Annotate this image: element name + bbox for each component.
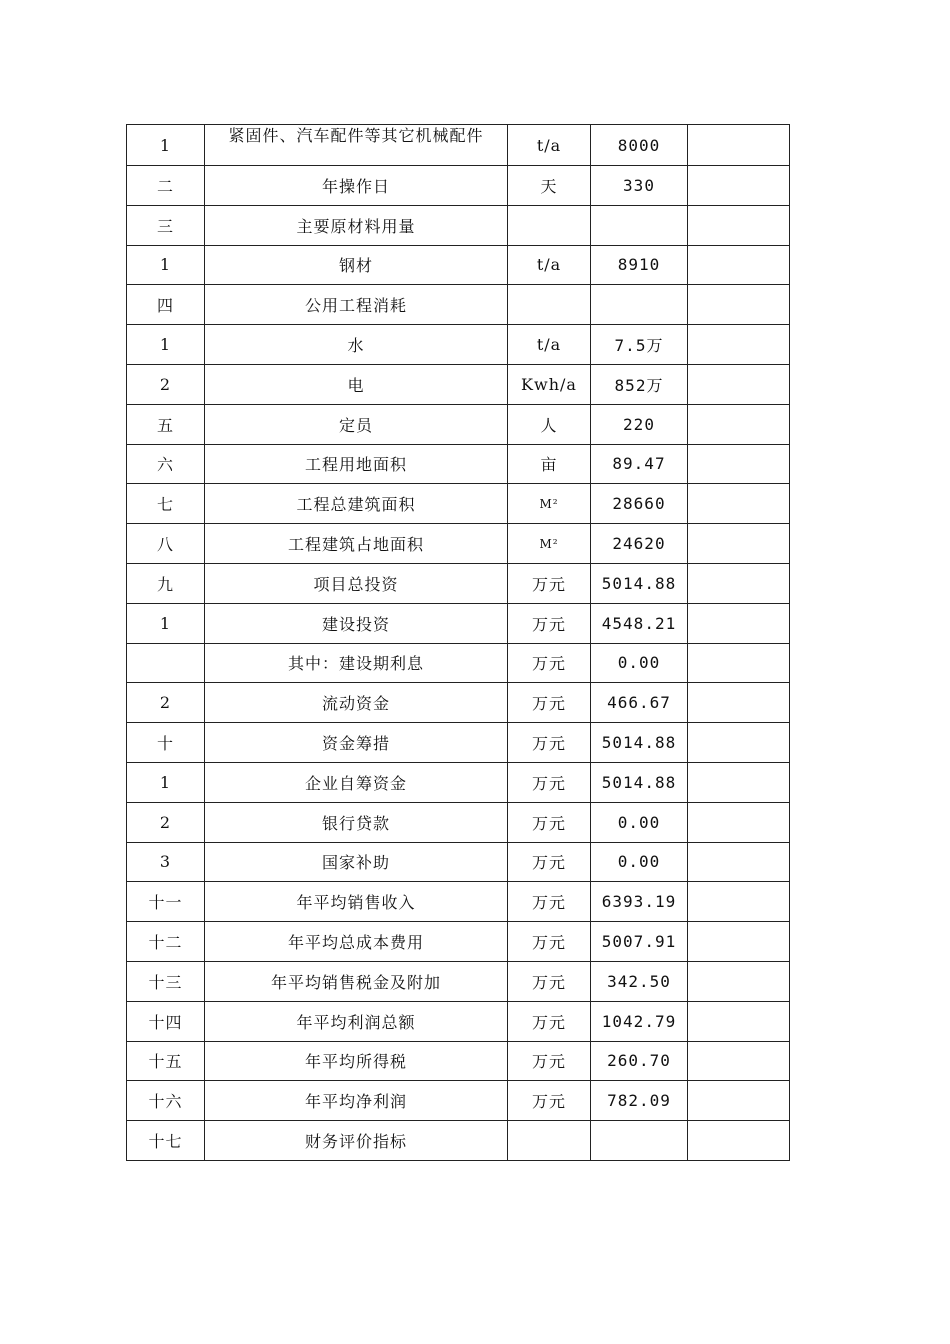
unit xyxy=(508,285,591,325)
item-name: 其中：建设期利息 xyxy=(205,643,508,683)
row-number: 十一 xyxy=(127,882,205,922)
indicator-table xyxy=(126,124,790,1161)
unit: 万元 xyxy=(508,723,591,763)
value: 8000 xyxy=(591,125,688,166)
table-row xyxy=(127,1081,790,1121)
unit: 万元 xyxy=(508,802,591,842)
item-name: 定员 xyxy=(205,404,508,444)
item-name: 流动资金 xyxy=(205,683,508,723)
value xyxy=(591,285,688,325)
row-number: 六 xyxy=(127,444,205,484)
table-row xyxy=(127,762,790,802)
unit: 万元 xyxy=(508,1081,591,1121)
note xyxy=(688,961,790,1001)
value: 7.5万 xyxy=(591,325,688,365)
unit: 万元 xyxy=(508,1041,591,1081)
note xyxy=(688,842,790,882)
value xyxy=(591,205,688,245)
value: 5007.91 xyxy=(591,922,688,962)
table-row xyxy=(127,1041,790,1081)
item-name: 公用工程消耗 xyxy=(205,285,508,325)
note xyxy=(688,1081,790,1121)
value: 260.70 xyxy=(591,1041,688,1081)
value: 330 xyxy=(591,166,688,206)
table-row xyxy=(127,683,790,723)
note xyxy=(688,484,790,524)
table-row xyxy=(127,364,790,404)
value: 24620 xyxy=(591,524,688,564)
table-row xyxy=(127,524,790,564)
item-name: 工程用地面积 xyxy=(205,444,508,484)
value: 6393.19 xyxy=(591,882,688,922)
item-name: 年平均净利润 xyxy=(205,1081,508,1121)
value: 8910 xyxy=(591,245,688,285)
value: 852万 xyxy=(591,364,688,404)
note xyxy=(688,166,790,206)
table-row xyxy=(127,922,790,962)
note xyxy=(688,364,790,404)
unit: 万元 xyxy=(508,882,591,922)
row-number: 2 xyxy=(127,802,205,842)
value: 0.00 xyxy=(591,643,688,683)
row-number: 二 xyxy=(127,166,205,206)
table-row xyxy=(127,1001,790,1041)
row-number: 1 xyxy=(127,245,205,285)
table-row xyxy=(127,205,790,245)
unit: 万元 xyxy=(508,961,591,1001)
row-number: 1 xyxy=(127,603,205,643)
value: 220 xyxy=(591,404,688,444)
item-name: 银行贷款 xyxy=(205,802,508,842)
indicator-table-body xyxy=(127,125,790,1161)
table-row xyxy=(127,603,790,643)
row-number: 八 xyxy=(127,524,205,564)
item-name: 钢材 xyxy=(205,245,508,285)
table-row xyxy=(127,882,790,922)
value: 5014.88 xyxy=(591,723,688,763)
note xyxy=(688,125,790,166)
row-number: 四 xyxy=(127,285,205,325)
note xyxy=(688,325,790,365)
value: 5014.88 xyxy=(591,563,688,603)
note xyxy=(688,444,790,484)
table-row xyxy=(127,325,790,365)
table-row xyxy=(127,404,790,444)
note xyxy=(688,882,790,922)
item-name: 水 xyxy=(205,325,508,365)
note xyxy=(688,1041,790,1081)
value: 0.00 xyxy=(591,842,688,882)
value: 5014.88 xyxy=(591,762,688,802)
item-name: 建设投资 xyxy=(205,603,508,643)
unit xyxy=(508,205,591,245)
unit: 万元 xyxy=(508,1001,591,1041)
table-row xyxy=(127,125,790,166)
row-number: 2 xyxy=(127,683,205,723)
value: 4548.21 xyxy=(591,603,688,643)
note xyxy=(688,1001,790,1041)
row-number: 1 xyxy=(127,325,205,365)
table-row xyxy=(127,166,790,206)
table-row xyxy=(127,484,790,524)
note xyxy=(688,563,790,603)
unit: 万元 xyxy=(508,922,591,962)
row-number: 十四 xyxy=(127,1001,205,1041)
item-name: 工程总建筑面积 xyxy=(205,484,508,524)
table-row xyxy=(127,723,790,763)
value: 466.67 xyxy=(591,683,688,723)
value: 0.00 xyxy=(591,802,688,842)
item-name: 年平均销售收入 xyxy=(205,882,508,922)
item-name: 财务评价指标 xyxy=(205,1121,508,1161)
note xyxy=(688,723,790,763)
row-number: 3 xyxy=(127,842,205,882)
row-number: 七 xyxy=(127,484,205,524)
item-name: 企业自筹资金 xyxy=(205,762,508,802)
table-row xyxy=(127,1121,790,1161)
unit: 万元 xyxy=(508,603,591,643)
note xyxy=(688,1121,790,1161)
item-name-text: 紧固件、汽车配件等其它机械配件 xyxy=(228,126,484,145)
note xyxy=(688,524,790,564)
unit: 人 xyxy=(508,404,591,444)
item-name: 主要原材料用量 xyxy=(205,205,508,245)
value xyxy=(591,1121,688,1161)
item-name: 年平均总成本费用 xyxy=(205,922,508,962)
unit: t/a xyxy=(508,325,591,365)
row-number: 十六 xyxy=(127,1081,205,1121)
row-number: 1 xyxy=(127,125,205,166)
row-number: 十五 xyxy=(127,1041,205,1081)
row-number: 十 xyxy=(127,723,205,763)
table-row xyxy=(127,563,790,603)
unit: t/a xyxy=(508,125,591,166)
row-number: 2 xyxy=(127,364,205,404)
row-number: 十二 xyxy=(127,922,205,962)
unit: 万元 xyxy=(508,762,591,802)
unit xyxy=(508,1121,591,1161)
table-row xyxy=(127,842,790,882)
row-number xyxy=(127,643,205,683)
item-name: 资金筹措 xyxy=(205,723,508,763)
unit: M² xyxy=(508,524,591,564)
item-name: 年操作日 xyxy=(205,166,508,206)
unit: 万元 xyxy=(508,842,591,882)
unit: 万元 xyxy=(508,683,591,723)
row-number: 三 xyxy=(127,205,205,245)
table-row xyxy=(127,802,790,842)
value: 1042.79 xyxy=(591,1001,688,1041)
note xyxy=(688,285,790,325)
table-row xyxy=(127,285,790,325)
unit: 天 xyxy=(508,166,591,206)
table-row xyxy=(127,961,790,1001)
unit: Kwh/a xyxy=(508,364,591,404)
item-name: 工程建筑占地面积 xyxy=(205,524,508,564)
note xyxy=(688,922,790,962)
table-row xyxy=(127,643,790,683)
unit: 万元 xyxy=(508,643,591,683)
item-name: 年平均销售税金及附加 xyxy=(205,961,508,1001)
value: 782.09 xyxy=(591,1081,688,1121)
table-row xyxy=(127,245,790,285)
row-number: 十七 xyxy=(127,1121,205,1161)
unit: 万元 xyxy=(508,563,591,603)
item-name: 电 xyxy=(205,364,508,404)
item-name xyxy=(205,125,508,166)
value: 28660 xyxy=(591,484,688,524)
note xyxy=(688,683,790,723)
item-name: 年平均所得税 xyxy=(205,1041,508,1081)
row-number: 九 xyxy=(127,563,205,603)
row-number: 五 xyxy=(127,404,205,444)
note xyxy=(688,603,790,643)
table-row xyxy=(127,444,790,484)
note xyxy=(688,205,790,245)
item-name: 国家补助 xyxy=(205,842,508,882)
note xyxy=(688,245,790,285)
row-number: 十三 xyxy=(127,961,205,1001)
note xyxy=(688,404,790,444)
item-name: 项目总投资 xyxy=(205,563,508,603)
note xyxy=(688,802,790,842)
unit: M² xyxy=(508,484,591,524)
note xyxy=(688,643,790,683)
unit: 亩 xyxy=(508,444,591,484)
note xyxy=(688,762,790,802)
value: 89.47 xyxy=(591,444,688,484)
value: 342.50 xyxy=(591,961,688,1001)
row-number: 1 xyxy=(127,762,205,802)
unit: t/a xyxy=(508,245,591,285)
item-name: 年平均利润总额 xyxy=(205,1001,508,1041)
